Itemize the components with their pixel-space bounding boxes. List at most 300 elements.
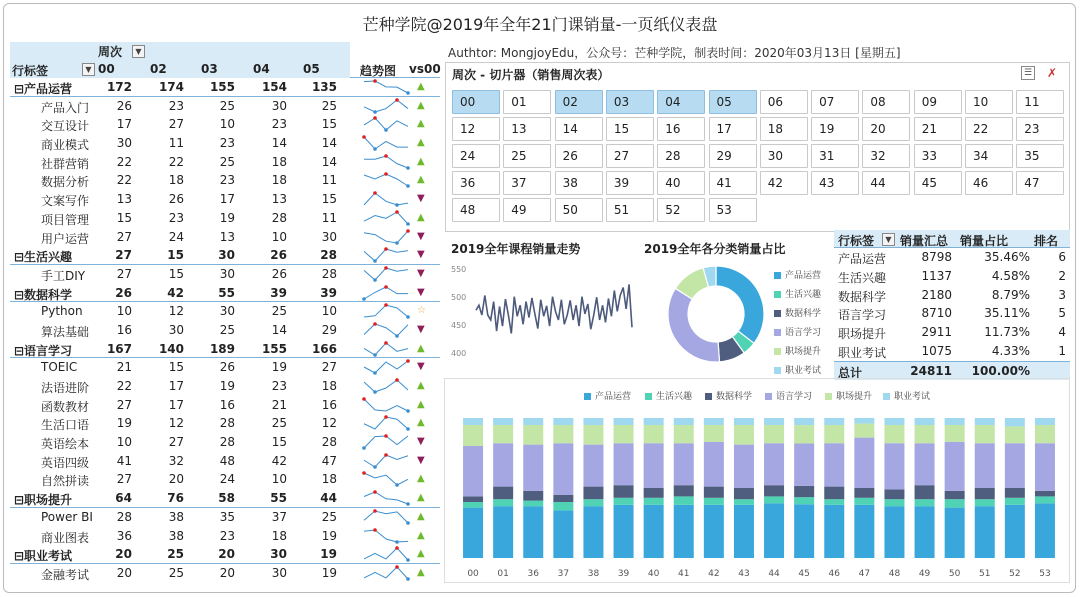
row-field-label: 行标签 [12, 64, 49, 78]
sparkline [362, 266, 410, 282]
pivot-group-row[interactable] [10, 246, 440, 265]
slicer-item-39[interactable]: 39 [606, 171, 654, 195]
stack-segment [553, 510, 573, 558]
stack-segment [523, 445, 543, 491]
stack-segment [945, 508, 965, 558]
stack-segment [794, 418, 814, 425]
x-tick-label: 42 [708, 569, 720, 579]
stack-segment [644, 498, 664, 505]
vs-indicator-icon: ▲ [417, 473, 425, 485]
sparkline-low-point [362, 446, 366, 450]
vs-indicator-icon: ▼ [417, 230, 425, 242]
sparkline-high-point [384, 341, 388, 345]
row-value: 23 [219, 173, 235, 188]
legend-label: 数据科学 [785, 309, 822, 319]
week-header: 00 [98, 62, 115, 76]
sparkline [362, 546, 410, 562]
multi-select-icon[interactable]: ☰ [1021, 66, 1035, 80]
row-label: Python [41, 304, 83, 319]
vs-indicator-icon: ▲ [417, 398, 425, 410]
vs-indicator-icon: ▲ [417, 211, 425, 223]
slicer-item-41[interactable]: 41 [709, 171, 757, 195]
pivot-row [10, 115, 440, 134]
slicer-item-02[interactable]: 02 [555, 90, 603, 114]
slicer-item-06[interactable]: 06 [760, 90, 808, 114]
donut-slice [668, 288, 720, 362]
stack-segment [794, 443, 814, 485]
row-value: 47 [321, 453, 337, 468]
stack-segment [1035, 443, 1055, 491]
x-tick-label: 41 [678, 569, 690, 579]
x-tick-label: 53 [1039, 569, 1051, 579]
stack-segment [1035, 425, 1055, 443]
stack-segment [523, 425, 543, 445]
summary-total: 1137 [921, 268, 952, 283]
sparkline-path [364, 399, 408, 411]
slicer-item-20[interactable]: 20 [862, 117, 910, 141]
row-value: 18 [321, 379, 337, 393]
row-value: 15 [321, 192, 337, 207]
row-value: 172 [106, 80, 132, 94]
stack-segment [644, 425, 664, 443]
vs-indicator-icon: ▼ [417, 286, 425, 298]
sparkline [362, 172, 410, 188]
sparkline-high-point [395, 378, 399, 382]
slicer-item-47[interactable]: 47 [1016, 171, 1064, 195]
row-value: 38 [168, 528, 184, 543]
slicer-item-01[interactable]: 01 [503, 90, 551, 114]
sparkline [362, 528, 410, 544]
row-value: 28 [116, 509, 132, 524]
x-tick-label: 01 [497, 569, 509, 579]
sparkline-low-point [373, 110, 377, 114]
row-label: TOEIC [41, 360, 78, 375]
row-label: 算法基础 [41, 324, 90, 339]
sparkline [362, 509, 410, 525]
vs-indicator-icon: ☆ [417, 305, 426, 317]
legend-swatch [774, 329, 781, 336]
slicer-item-23[interactable]: 23 [1016, 117, 1064, 141]
pivot-row [10, 358, 440, 377]
summary-table [834, 230, 1070, 380]
stack-segment [734, 488, 754, 499]
stack-segment [945, 491, 965, 499]
legend-swatch [825, 393, 832, 400]
row-label: ⊟职业考试 [14, 549, 73, 564]
stack-segment [583, 445, 603, 487]
row-value: 20 [116, 565, 132, 580]
pivot-row [10, 321, 440, 340]
row-value: 12 [321, 416, 337, 431]
row-value: 154 [261, 80, 287, 94]
summary-total-row [834, 361, 1070, 380]
slicer-header [446, 63, 1069, 85]
summary-name: 产品运营 [838, 252, 887, 266]
row-value: 38 [168, 509, 184, 524]
slicer-item-30[interactable]: 30 [760, 144, 808, 168]
slicer-item-09[interactable]: 09 [914, 90, 962, 114]
stack-segment [463, 425, 483, 446]
sparkline-low-point [373, 147, 377, 151]
slicer-item-11[interactable]: 11 [1016, 90, 1064, 114]
sparkline-high-point [373, 79, 377, 83]
row-value: 26 [271, 266, 287, 281]
summary-header [834, 230, 1070, 248]
summary-row [834, 304, 1070, 323]
pivot-row [10, 134, 440, 153]
sparkline [362, 285, 410, 301]
legend-label: 职场提升 [785, 347, 822, 357]
summary-row [834, 248, 1070, 267]
slicer-item-31[interactable]: 31 [811, 144, 859, 168]
stack-segment [975, 488, 995, 499]
row-value: 30 [219, 266, 235, 281]
sparkline [362, 303, 410, 319]
stack-segment [704, 442, 724, 487]
slicer-item-10[interactable]: 10 [965, 90, 1013, 114]
sparkline-low-point [406, 558, 410, 562]
clear-filter-icon[interactable]: ✗ [1047, 66, 1058, 80]
row-label: 英语四级 [41, 455, 90, 470]
vs-indicator-icon: ▲ [417, 529, 425, 541]
pivot-group-row[interactable] [10, 545, 440, 564]
stack-segment [1035, 491, 1055, 497]
stack-segment [824, 443, 844, 486]
stack-segment [975, 506, 995, 558]
stack-segment [704, 425, 724, 442]
sparkline-low-point [373, 372, 377, 376]
slicer-item-17[interactable]: 17 [709, 117, 757, 141]
row-label: 法语进阶 [41, 381, 90, 395]
vs-indicator-icon: ▼ [417, 249, 425, 261]
slicer-item-22[interactable]: 22 [965, 117, 1013, 141]
row-value: 17 [116, 117, 132, 132]
slicer-item-03[interactable]: 03 [606, 90, 654, 114]
stack-segment [583, 487, 603, 500]
slicer-item-00[interactable]: 00 [452, 90, 500, 114]
row-value: 10 [116, 435, 132, 450]
x-tick-label: 40 [647, 569, 660, 579]
slicer-item-04[interactable]: 04 [657, 90, 705, 114]
slicer-item-08[interactable]: 08 [862, 90, 910, 114]
row-value: 26 [168, 192, 184, 207]
donut-legend-item [774, 268, 821, 281]
sparkline-high-point [384, 154, 388, 158]
row-filter-icon[interactable]: ▼ [82, 63, 95, 76]
row-value: 23 [271, 379, 287, 393]
row-label: 交互设计 [41, 119, 90, 134]
stack-segment [824, 487, 844, 500]
row-value: 10 [116, 304, 132, 319]
row-value: 30 [321, 229, 337, 244]
pivot-row [10, 209, 440, 228]
sparkline [362, 490, 410, 506]
stack-segment [854, 498, 874, 505]
stack-segment [794, 425, 814, 443]
sparkline-low-point [395, 203, 399, 207]
pivot-table[interactable] [10, 42, 440, 583]
row-value: 39 [270, 285, 287, 300]
x-tick-label: 51 [979, 569, 991, 579]
pivot-row [10, 396, 440, 415]
sparkline [362, 453, 410, 469]
row-value: 25 [271, 304, 287, 319]
stack-segment [493, 418, 513, 425]
row-value: 155 [261, 341, 287, 356]
sparkline-path [364, 380, 408, 392]
row-value: 28 [321, 435, 337, 450]
summary-pct: 35.11% [984, 306, 1030, 321]
slicer-item-33[interactable]: 33 [914, 144, 962, 168]
slicer-item-16[interactable]: 16 [657, 117, 705, 141]
stack-segment [463, 446, 483, 496]
row-value: 13 [116, 192, 132, 207]
slicer-item-32[interactable]: 32 [862, 144, 910, 168]
slicer-item-24[interactable]: 24 [452, 144, 500, 168]
row-value: 11 [321, 210, 337, 225]
row-value: 29 [321, 322, 337, 337]
legend-swatch [774, 367, 781, 374]
row-value: 15 [167, 248, 184, 263]
stack-segment [764, 443, 784, 485]
slicer-item-50[interactable]: 50 [555, 198, 603, 222]
slicer-item-44[interactable]: 44 [862, 171, 910, 195]
slicer-item-12[interactable]: 12 [452, 117, 500, 141]
row-value: 20 [218, 547, 235, 562]
row-value: 36 [116, 528, 132, 543]
row-value: 22 [116, 173, 132, 188]
slicer-item-28[interactable]: 28 [657, 144, 705, 168]
vs-indicator-icon: ▲ [417, 155, 425, 167]
stack-segment [583, 506, 603, 558]
row-value: 18 [271, 154, 287, 169]
stack-segment [824, 499, 844, 505]
sparkline [362, 79, 410, 95]
sparkline-high-point [373, 509, 377, 513]
stack-legend-item [645, 389, 692, 402]
summary-total: 1075 [921, 343, 952, 358]
sparkline-path [364, 361, 408, 373]
stack-segment [764, 503, 784, 558]
pivot-row [10, 302, 440, 321]
summary-pct: 8.79% [991, 287, 1030, 302]
sparkline-high-point [362, 472, 366, 476]
slicer-item-49[interactable]: 49 [503, 198, 551, 222]
sparkline [362, 471, 410, 487]
stack-segment [553, 418, 573, 425]
sparkline-path [364, 231, 408, 243]
slicer-item-46[interactable]: 46 [965, 171, 1013, 195]
row-value: 135 [311, 80, 337, 94]
row-value: 27 [168, 117, 184, 132]
summary-pct: 4.58% [991, 268, 1030, 283]
row-label: 自然拼读 [41, 474, 90, 489]
stack-segment [614, 443, 634, 485]
stack-segment [854, 438, 874, 488]
legend-swatch [645, 393, 652, 400]
stack-segment [674, 505, 694, 558]
slicer-item-38[interactable]: 38 [555, 171, 603, 195]
row-label: 商业图表 [41, 530, 90, 545]
legend-label: 语言学习 [785, 328, 822, 338]
vs-indicator-icon: ▲ [417, 81, 425, 92]
stack-segment [1035, 503, 1055, 558]
sparkline-high-point [362, 135, 366, 139]
pivot-group-row[interactable] [10, 340, 440, 359]
stack-segment [794, 497, 814, 504]
donut-chart-title: 2019全年各分类销量占比 [644, 242, 786, 256]
x-tick-label: 49 [918, 569, 931, 579]
sparkline-low-point [406, 409, 410, 413]
slicer-item-48[interactable]: 48 [452, 198, 500, 222]
page-title: 芒种学院@2019年全年21门课销量-一页纸仪表盘 [362, 15, 718, 34]
slicer-item-43[interactable]: 43 [811, 171, 859, 195]
slicer-item-42[interactable]: 42 [760, 171, 808, 195]
row-value: 19 [321, 565, 337, 580]
slicer-item-05[interactable]: 05 [709, 90, 757, 114]
y-tick: 450 [451, 321, 467, 330]
sparkline [362, 135, 410, 151]
stack-segment [824, 505, 844, 558]
row-value: 19 [271, 360, 287, 375]
pivot-row [10, 527, 440, 546]
sparkline [362, 116, 410, 132]
summary-name: 职业考试 [838, 345, 887, 360]
slicer-item-35[interactable]: 35 [1016, 144, 1064, 168]
sparkline-low-point [373, 353, 377, 357]
slicer-item-13[interactable]: 13 [503, 117, 551, 141]
sparkline-path [364, 81, 408, 93]
slicer-item-36[interactable]: 36 [452, 171, 500, 195]
slicer-item-34[interactable]: 34 [965, 144, 1013, 168]
sparkline-high-point [384, 247, 388, 251]
row-label: 商业模式 [41, 138, 90, 153]
row-value: 27 [116, 397, 132, 412]
slicer-item-37[interactable]: 37 [503, 171, 551, 195]
slicer-item-27[interactable]: 27 [606, 144, 654, 168]
sparkline-low-point [406, 222, 410, 226]
sparkline-path [364, 212, 408, 224]
summary-rank: 2 [1058, 268, 1066, 283]
row-value: 10 [271, 472, 287, 487]
pivot-group-row[interactable] [10, 284, 440, 303]
row-value: 26 [115, 285, 132, 300]
slicer-item-14[interactable]: 14 [555, 117, 603, 141]
stack-segment [1005, 418, 1025, 426]
vs-indicator-icon: ▲ [417, 174, 425, 186]
slicer-item-07[interactable]: 07 [811, 90, 859, 114]
slicer-item-40[interactable]: 40 [657, 171, 705, 195]
slicer-item-52[interactable]: 52 [657, 198, 705, 222]
stack-segment [945, 442, 965, 491]
stack-segment [975, 425, 995, 443]
row-value: 23 [219, 136, 235, 151]
row-value: 32 [168, 453, 184, 468]
slicer-item-18[interactable]: 18 [760, 117, 808, 141]
row-value: 15 [168, 360, 184, 375]
pivot-group-row[interactable] [10, 78, 440, 97]
slicer-item-19[interactable]: 19 [811, 117, 859, 141]
sparkline-high-point [384, 266, 388, 270]
row-label: 社群营销 [41, 156, 90, 171]
row-value: 13 [219, 229, 235, 244]
stack-segment [764, 418, 784, 425]
sparkline-path [364, 137, 408, 149]
slicer-item-53[interactable]: 53 [709, 198, 757, 222]
y-tick: 500 [451, 293, 467, 302]
stack-segment [734, 418, 754, 425]
row-value: 10 [321, 304, 337, 319]
row-value: 28 [271, 210, 287, 225]
pivot-row [10, 265, 440, 284]
row-value: 155 [209, 80, 235, 94]
slicer-item-15[interactable]: 15 [606, 117, 654, 141]
slicer-item-21[interactable]: 21 [914, 117, 962, 141]
stack-segment [704, 487, 724, 498]
stack-segment [764, 425, 784, 443]
col-filter-icon[interactable]: ▼ [132, 45, 145, 58]
stack-segment [854, 505, 874, 558]
sparkline-path [364, 492, 408, 504]
donut-legend-item [774, 363, 821, 376]
stack-segment [493, 506, 513, 558]
sparkline [362, 191, 410, 207]
sparkline-path [364, 473, 408, 485]
week-slicer[interactable] [445, 62, 1070, 232]
sparkline-high-point [373, 117, 377, 121]
vs-indicator-icon: ▼ [417, 323, 425, 335]
summary-filter-icon[interactable]: ▼ [882, 233, 895, 246]
trend-line [476, 284, 632, 333]
sparkline-high-point [406, 360, 410, 364]
stack-segment [884, 489, 904, 499]
slicer-item-29[interactable]: 29 [709, 144, 757, 168]
stack-segment [644, 488, 664, 498]
slicer-item-51[interactable]: 51 [606, 198, 654, 222]
stack-legend-item [584, 389, 631, 402]
row-value: 14 [321, 154, 337, 169]
row-label: 金融考试 [41, 567, 90, 582]
row-label: 文案写作 [41, 194, 90, 209]
slicer-item-45[interactable]: 45 [914, 171, 962, 195]
row-value: 11 [168, 136, 184, 151]
legend-label: 产品运营 [595, 392, 632, 402]
stack-segment [583, 425, 603, 445]
row-value: 17 [168, 397, 184, 412]
pivot-group-row[interactable] [10, 489, 440, 508]
slicer-item-26[interactable]: 26 [555, 144, 603, 168]
row-value: 55 [270, 491, 287, 506]
row-value: 20 [115, 547, 132, 562]
y-tick: 400 [451, 349, 467, 358]
pivot-row [10, 414, 440, 433]
sparkline-low-point [373, 259, 377, 263]
row-value: 12 [168, 304, 184, 319]
stack-segment [854, 424, 874, 438]
slicer-item-25[interactable]: 25 [503, 144, 551, 168]
row-value: 15 [271, 435, 287, 450]
row-value: 30 [270, 547, 287, 562]
row-label: 项目管理 [41, 212, 90, 227]
sparkline-high-point [384, 285, 388, 289]
stack-segment [975, 418, 995, 425]
vs-indicator-icon: ▲ [417, 99, 425, 111]
row-value: 41 [116, 453, 132, 468]
x-tick-label: 38 [587, 569, 600, 579]
row-value: 14 [271, 136, 287, 151]
row-value: 39 [320, 285, 337, 300]
vs-indicator-icon: ▲ [417, 380, 425, 391]
